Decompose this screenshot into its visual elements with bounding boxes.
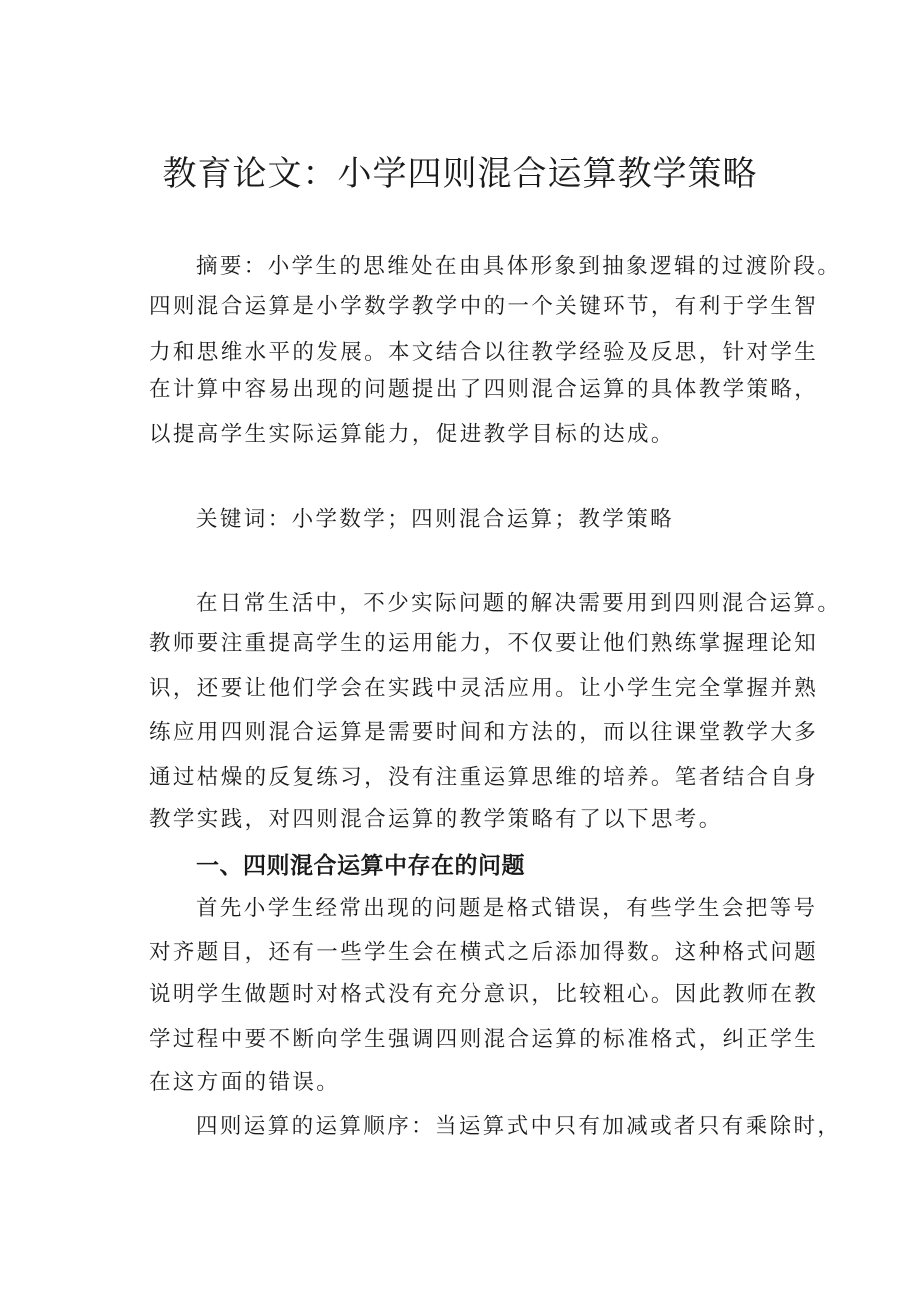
section-line: 首先小学生经常出现的问题是格式错误，有些学生会把等号	[196, 896, 818, 921]
intro-line: 教师要注重提高学生的运用能力，不仅要让他们熟练掌握理论知	[149, 631, 819, 656]
abstract-line: 四则混合运算是小学数学教学中的一个关键环节，有利于学生智	[149, 294, 819, 319]
abstract-line: 以提高学生实际运算能力，促进教学目标的达成。	[149, 422, 675, 447]
section-line: 在这方面的错误。	[149, 1070, 341, 1095]
section-heading: 一、四则混合运算中存在的问题	[196, 853, 525, 879]
intro-line: 在日常生活中，不少实际问题的解决需要用到四则混合运算。	[196, 591, 842, 616]
section-line: 四则运算的运算顺序：当运算式中只有加减或者只有乘除时，	[196, 1114, 842, 1139]
abstract-line: 在计算中容易出现的问题提出了四则混合运算的具体教学策略，	[149, 377, 819, 402]
intro-line: 教学实践，对四则混合运算的教学策略有了以下思考。	[149, 807, 723, 832]
abstract-line: 力和思维水平的发展。本文结合以往教学经验及反思，针对学生	[149, 340, 819, 365]
abstract-line: 摘要：小学生的思维处在由具体形象到抽象逻辑的过渡阶段。	[196, 254, 842, 279]
section-line: 对齐题目，还有一些学生会在横式之后添加得数。这种格式问题	[149, 940, 819, 965]
intro-line: 练应用四则混合运算是需要时间和方法的，而以往课堂教学大多	[149, 720, 819, 745]
document-title: 教育论文：小学四则混合运算教学策略	[162, 154, 758, 194]
intro-line: 通过枯燥的反复练习，没有注重运算思维的培养。笔者结合自身	[149, 765, 819, 790]
section-line: 说明学生做题时对格式没有充分意识，比较粗心。因此教师在教	[149, 982, 819, 1007]
keywords-line: 关键词：小学数学；四则混合运算；教学策略	[196, 507, 675, 532]
section-line: 学过程中要不断向学生强调四则混合运算的标准格式，纠正学生	[149, 1027, 819, 1052]
intro-line: 识，还要让他们学会在实践中灵活应用。让小学生完全掌握并熟	[149, 676, 819, 701]
